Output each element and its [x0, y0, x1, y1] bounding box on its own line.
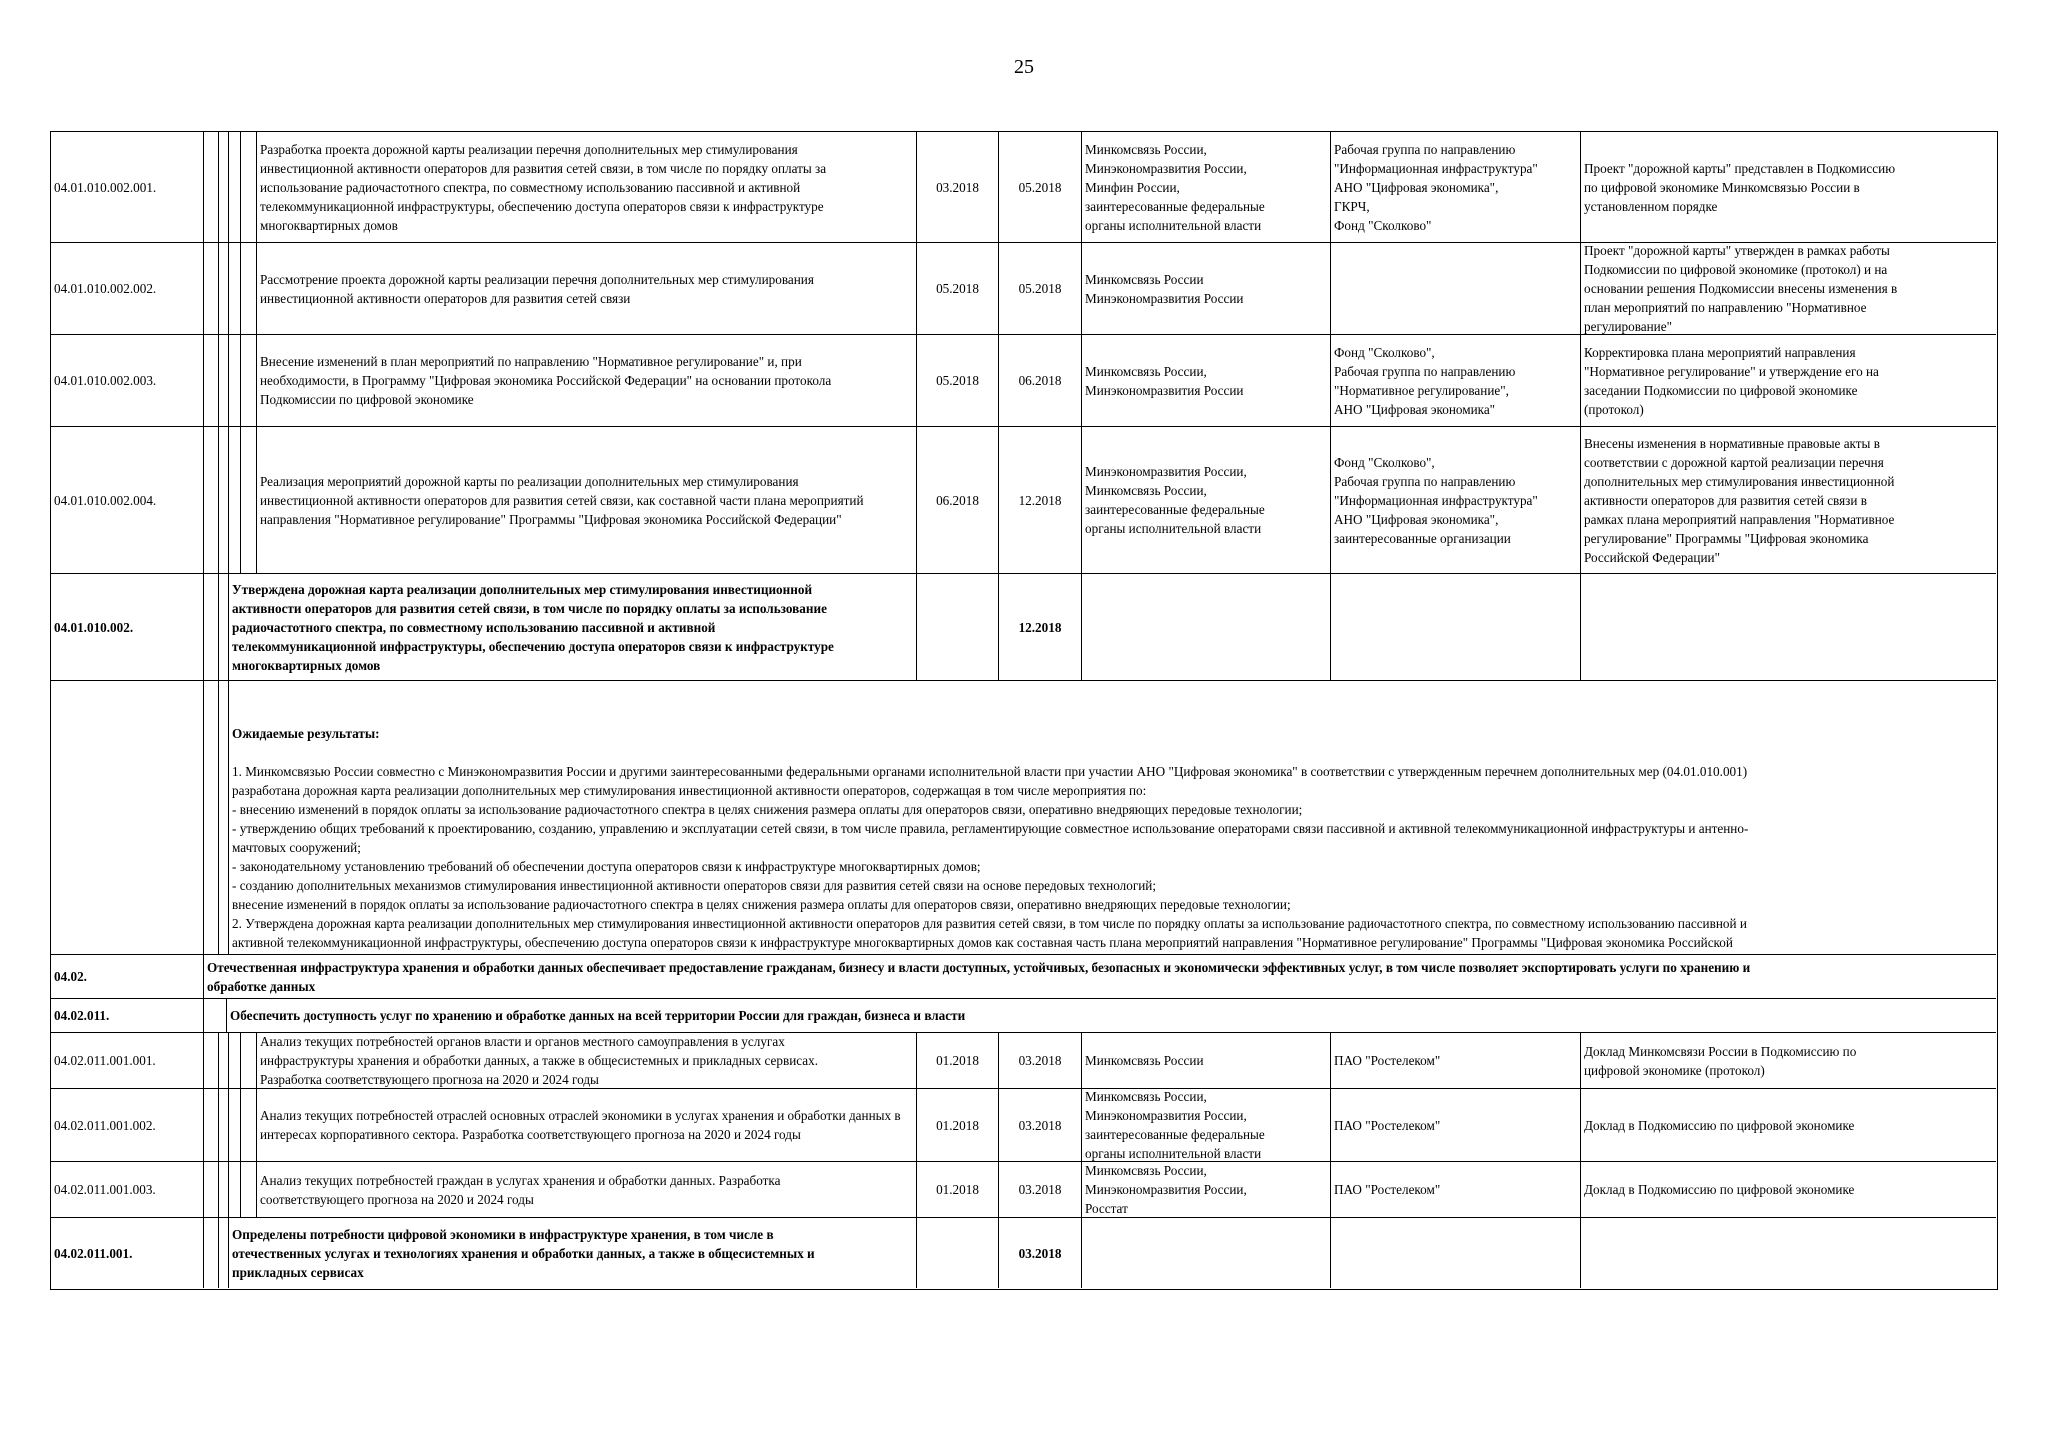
participants-cell: Рабочая группа по направлению "Информационная инфраструктура" АНО "Цифровая экономика", ГКРЧ, Фонд "Сколково"	[1330, 132, 1580, 242]
responsible-cell: Минкомсвязь России, Минэкономразвития России	[1081, 335, 1330, 426]
expected-results-title: Ожидаемые результаты:	[232, 726, 380, 741]
page-number: 25	[1014, 56, 1034, 78]
responsible-cell: Минэкономразвития России, Минкомсвязь России, заинтересованные федеральные органы исполнительной власти	[1081, 427, 1330, 573]
section-code-cell: 04.02.	[54, 969, 87, 984]
participants-cell: ПАО "Ростелеком"	[1330, 1089, 1580, 1161]
milestone-row	[51, 573, 1996, 680]
milestone-code-cell: 04.02.011.001.	[54, 1245, 133, 1261]
participants-cell: ПАО "Ростелеком"	[1330, 1033, 1580, 1088]
row-code-cell: 04.01.010.002.002.	[54, 281, 157, 296]
task-heading-row	[51, 998, 1996, 1032]
result-cell: Доклад в Подкомиссию по цифровой экономике	[1580, 1162, 1996, 1217]
table-row	[51, 132, 1996, 242]
row-code-cell: 04.01.010.002.004.	[54, 492, 157, 508]
participants-cell: ПАО "Ростелеком"	[1330, 1162, 1580, 1217]
table-row	[51, 1032, 1996, 1088]
row-code-cell: 04.02.011.001.002.	[54, 1117, 156, 1133]
section-text-cell: Отечественная инфраструктура хранения и обработки данных обеспечивает предоставление гражданам, бизнесу и власти доступных, устойчивых, безопасных и экономически эффективных услуг, в том числе позволяет экспортировать услуги по хранению и обработке данных	[203, 955, 1996, 998]
row-code-cell: 04.01.010.002.003.	[54, 373, 157, 388]
start-date-cell: 01.2018	[916, 1089, 998, 1161]
result-cell: Доклад Минкомсвязи России в Подкомиссию по цифровой экономике (протокол)	[1580, 1033, 1996, 1088]
task-code-cell: 04.02.011.	[54, 1008, 110, 1023]
expected-results-text: 1. Минкомсвязью России совместно с Минэкономразвития России и другими заинтересованными федеральными органами исполнительной власти при участии АНО "Цифровая экономика" в соответствии с утвержденным перечнем дополнительных мер (04.01.010.001) разработана дорожная карта реализации дополнительных мер стимулирования инвестиционной активности операторов, содержащая в том числе мероприятия по: - внесению изменений в порядок оплаты за использование радиочастотного спектра в целях снижения размера оплаты для операторов связи, оперативно внедряющих передовые технологии; - утверждению общих требований к проектированию, созданию, управлению и эксплуатации сетей связи, в том числе правила, регламентирующие совместное использование операторами связи пассивной и активной телекоммуникационной инфраструктуры и антенно- мачтовых сооружений; - законодательному установлению требований об обеспечении доступа операторов связи к инфраструктуре многоквартирных домов; - созданию дополнительных механизмов стимулирования инвестиционной активности операторов связи для развития сетей связи на основе передовых технологий; внесение изменений в порядок оплаты за использование радиочастотного спектра в целях снижения размера оплаты для операторов связи, оперативно внедряющих передовые технологии; 2. Утверждена дорожная карта реализации дополнительных мер стимулирования инвестиционной активности операторов для развития сетей связи, в том числе по порядку оплаты за использование радиочастотного спектра, по совместному использованию пассивной и активной телекоммуникационной инфраструктуры, обеспечению доступа операторов связи к инфраструктуре многоквартирных домов как составная часть плана мероприятий направления "Нормативное регулирование" Программы "Цифровая экономика Российской	[232, 764, 1749, 950]
result-cell: Проект "дорожной карты" утвержден в рамках работы Подкомиссии по цифровой экономике (протокол) и на основании решения Подкомиссии внесены изменения в план мероприятий по направлению "Нормативное регулирование"	[1580, 243, 1996, 334]
end-date-cell: 05.2018	[998, 243, 1081, 334]
task-cell: Реализация мероприятий дорожной карты по реализации дополнительных мер стимулирования инвестиционной активности операторов для развития сетей связи, как составной части плана мероприятий направления "Нормативное регулирование" Программы "Цифровая экономика Российской Федерации"	[256, 427, 916, 573]
start-date-cell: 01.2018	[916, 1033, 998, 1088]
responsible-cell: Минкомсвязь России	[1081, 1033, 1330, 1088]
responsible-cell: Минкомсвязь России, Минэкономразвития России, заинтересованные федеральные органы исполнительной власти	[1081, 1089, 1330, 1161]
milestone-end-date-cell: 12.2018	[998, 574, 1081, 680]
task-cell: Анализ текущих потребностей органов власти и органов местного самоуправления в услугах инфраструктуры хранения и обработки данных, а также в общесистемных и прикладных сервисах. Разработка соответствующего прогноза на 2020 и 2024 годы	[256, 1033, 916, 1088]
row-code-cell: 04.02.011.001.003.	[54, 1182, 156, 1197]
milestone-row	[51, 1217, 1996, 1288]
start-date-cell: 05.2018	[916, 335, 998, 426]
start-date-cell: 01.2018	[916, 1162, 998, 1217]
end-date-cell: 03.2018	[998, 1162, 1081, 1217]
start-date-cell: 06.2018	[916, 427, 998, 573]
end-date-cell: 12.2018	[998, 427, 1081, 573]
section-row	[51, 954, 1996, 998]
responsible-cell: Минкомсвязь России, Минэкономразвития России, Минфин России, заинтересованные федеральные органы исполнительной власти	[1081, 132, 1330, 242]
start-date-cell: 05.2018	[916, 243, 998, 334]
milestone-end-date-cell: 03.2018	[998, 1218, 1081, 1288]
participants-cell: Фонд "Сколково", Рабочая группа по направлению "Информационная инфраструктура" АНО "Цифровая экономика", заинтересованные организации	[1330, 427, 1580, 573]
task-cell: Анализ текущих потребностей отраслей основных отраслей экономики в услугах хранения и обработки данных в интересах корпоративного сектора. Разработка соответствующего прогноза на 2020 и 2024 годы	[256, 1089, 916, 1161]
table-row	[51, 426, 1996, 573]
expected-results-cell	[228, 681, 1996, 954]
responsible-cell: Минкомсвязь России, Минэкономразвития России, Росстат	[1081, 1162, 1330, 1217]
task-cell: Рассмотрение проекта дорожной карты реализации перечня дополнительных мер стимулирования инвестиционной активности операторов для развития сетей связи	[256, 243, 916, 334]
result-cell: Корректировка плана мероприятий направления "Нормативное регулирование" и утверждение его на заседании Подкомиссии по цифровой экономике (протокол)	[1580, 335, 1996, 426]
milestone-text-cell: Определены потребности цифровой экономики в инфраструктуре хранения, в том числе в отечественных услугах и технологиях хранения и обработки данных, а также в общесистемных и прикладных сервисах	[228, 1218, 916, 1288]
result-cell: Внесены изменения в нормативные правовые акты в соответствии с дорожной картой реализации перечня дополнительных мер стимулирования инвестиционной активности операторов для развития сетей связи в рамках плана мероприятий направления "Нормативное регулирование" Программы "Цифровая экономика Российской Федерации"	[1580, 427, 1996, 573]
responsible-cell: Минкомсвязь России Минэкономразвития России	[1081, 243, 1330, 334]
start-date-cell: 03.2018	[916, 132, 998, 242]
task-cell: Внесение изменений в план мероприятий по направлению "Нормативное регулирование" и, при необходимости, в Программу "Цифровая экономика Российской Федерации" на основании протокола Подкомиссии по цифровой экономике	[256, 335, 916, 426]
table-row	[51, 1088, 1996, 1161]
row-code-cell: 04.02.011.001.001.	[54, 1053, 156, 1068]
result-cell: Проект "дорожной карты" представлен в Подкомиссию по цифровой экономике Минкомсвязью России в установленном порядке	[1580, 132, 1996, 242]
table-row	[51, 334, 1996, 426]
milestone-code-cell: 04.01.010.002.	[54, 619, 134, 635]
expected-results-row	[51, 680, 1996, 954]
row-code-cell: 04.01.010.002.001.	[54, 179, 157, 195]
end-date-cell: 03.2018	[998, 1033, 1081, 1088]
end-date-cell: 03.2018	[998, 1089, 1081, 1161]
plan-table	[50, 131, 1998, 1290]
task-heading-text-cell: Обеспечить доступность услуг по хранению и обработке данных на всей территории России для граждан, бизнеса и власти	[226, 999, 1996, 1032]
result-cell: Доклад в Подкомиссию по цифровой экономике	[1580, 1089, 1996, 1161]
end-date-cell: 05.2018	[998, 132, 1081, 242]
task-cell: Анализ текущих потребностей граждан в услугах хранения и обработки данных. Разработка соответствующего прогноза на 2020 и 2024 годы	[256, 1162, 916, 1217]
milestone-text-cell: Утверждена дорожная карта реализации дополнительных мер стимулирования инвестиционной активности операторов для развития сетей связи, в том числе по порядку оплаты за использование радиочастотного спектра, по совместному использованию пассивной и активной телекоммуникационной инфраструктуры, обеспечению доступа операторов связи к инфраструктуре многоквартирных домов	[228, 574, 916, 680]
table-row	[51, 1161, 1996, 1217]
task-cell: Разработка проекта дорожной карты реализации перечня дополнительных мер стимулирования инвестиционной активности операторов для развития сетей связи, в том числе по порядку оплаты за использование радиочастотного спектра, по совместному использованию пассивной и активной телекоммуникационной инфраструктуры, обеспечению доступа операторов связи к инфраструктуре многоквартирных домов	[256, 132, 916, 242]
participants-cell: Фонд "Сколково", Рабочая группа по направлению "Нормативное регулирование", АНО "Цифровая экономика"	[1330, 335, 1580, 426]
end-date-cell: 06.2018	[998, 335, 1081, 426]
table-row	[51, 242, 1996, 334]
participants-cell	[1330, 243, 1580, 334]
